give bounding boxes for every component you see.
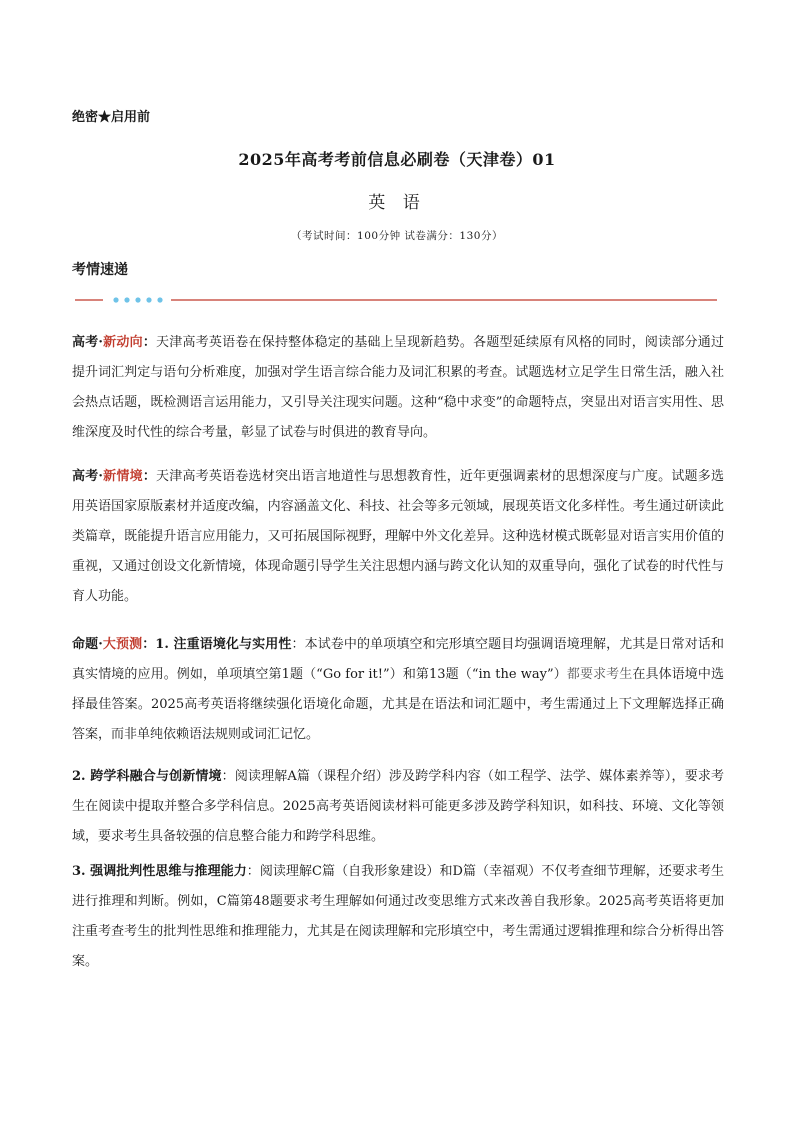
label-suffix: ： [142,469,157,484]
exam-info: （考试时间：100分钟 试卷满分：130分） [291,230,503,242]
paragraph-text: 天津高考英语卷选材突出语言地道性与思想教育性，近年更强调素材的思想深度与广度。试题多选用英语国家原版素材并适度改编，内容涵盖文化、科技、社会等多元领域，展现英语文化多样性。考生通过研读此类篇章，既能提升语言应用能力，又可拓展国际视野，理解中外文化差异。这种选材模式既彰显对语言实用价值的重视，又通过创设文化新情境，体现命题引导学生关注思想内涵与跨文化认知的双重导向，强化了试卷的时代性与育人功能。 [72,469,724,604]
label-suffix: ：1. 注重语境化与实用性 [142,637,292,652]
divider-dot [157,297,162,302]
section-divider [75,293,717,307]
paragraph-critical-thinking [72,857,724,977]
label-highlight: 大预测 [102,637,143,652]
label-prefix: 命题· [72,637,103,652]
exam-title: 2025年高考考前信息必刷卷（天津卷）01 [238,150,556,169]
paragraph-text: 在具体语境中选择最佳答案。2025高考英语将继续强化语境化命题，尤其是在语法和词汇题中，考生需通过上下文理解选择正确答案，而非单纯依赖语法规则或词汇记忆。 [72,667,724,742]
paragraph-cross-discipline [72,762,724,852]
paragraph-new-trend [72,328,724,448]
point-label: 2. 跨学科融合与创新情境 [72,769,222,784]
section-heading: 考情速递 [72,262,128,278]
divider-dot [113,297,118,302]
divider-dot [135,297,140,302]
subject-title: 英 语 [368,193,426,213]
paragraph-text: ：阅读理解A篇（课程介绍）涉及跨学科内容（如工程学、法学、媒体素养等），要求考生在阅读中提取并整合多学科信息。2025高考英语阅读材料可能更多涉及跨学科知识，如科技、环境、文化等领域，要求考生具备较强的信息整合能力和跨学科思维。 [72,769,724,844]
divider-dot [146,297,151,302]
label-highlight: 新动向 [102,335,143,350]
label-suffix: ： [142,335,157,350]
paragraph-prediction [72,630,724,750]
label-highlight: 新情境 [102,469,143,484]
paragraph-text: ：本试卷中的单项填空和完形填空题目均强调语境理解，尤其是日常对话和真实情境的应用。例如，单项填空第1题（“Go for it!”）和第13题（“in the way”） [72,637,724,682]
paragraph-new-context [72,462,724,612]
label-prefix: 高考· [72,335,103,350]
point-label: 3. 强调批判性思维与推理能力 [72,864,247,879]
label-prefix: 高考· [72,469,103,484]
confidential-label: 绝密★启用前 [72,110,151,125]
paragraph-text: ：阅读理解C篇（自我形象建设）和D篇（幸福观）不仅考查细节理解，还要求考生进行推理和判断。例如，C篇第48题要求考生理解如何通过改变思维方式来改善自我形象。2025高考英语将更加注重考查考生的批判性思维和推理能力，尤其是在阅读理解和完形填空中，考生需通过逻辑推理和综合分析得出答案。 [72,864,724,969]
paragraph-text-gray: 都要求考生 [566,667,633,682]
paragraph-text: 天津高考英语卷在保持整体稳定的基础上呈现新趋势。各题型延续原有风格的同时，阅读部分通过提升词汇判定与语句分析难度，加强对学生语言综合能力及词汇积累的考查。试题选材立足学生日常生活，融入社会热点话题，既检测语言运用能力，又引导关注现实问题。这种“稳中求变”的命题特点，突显出对语言实用性、思维深度及时代性的综合考量，彰显了试卷与时俱进的教育导向。 [72,335,724,440]
divider-dot [124,297,129,302]
